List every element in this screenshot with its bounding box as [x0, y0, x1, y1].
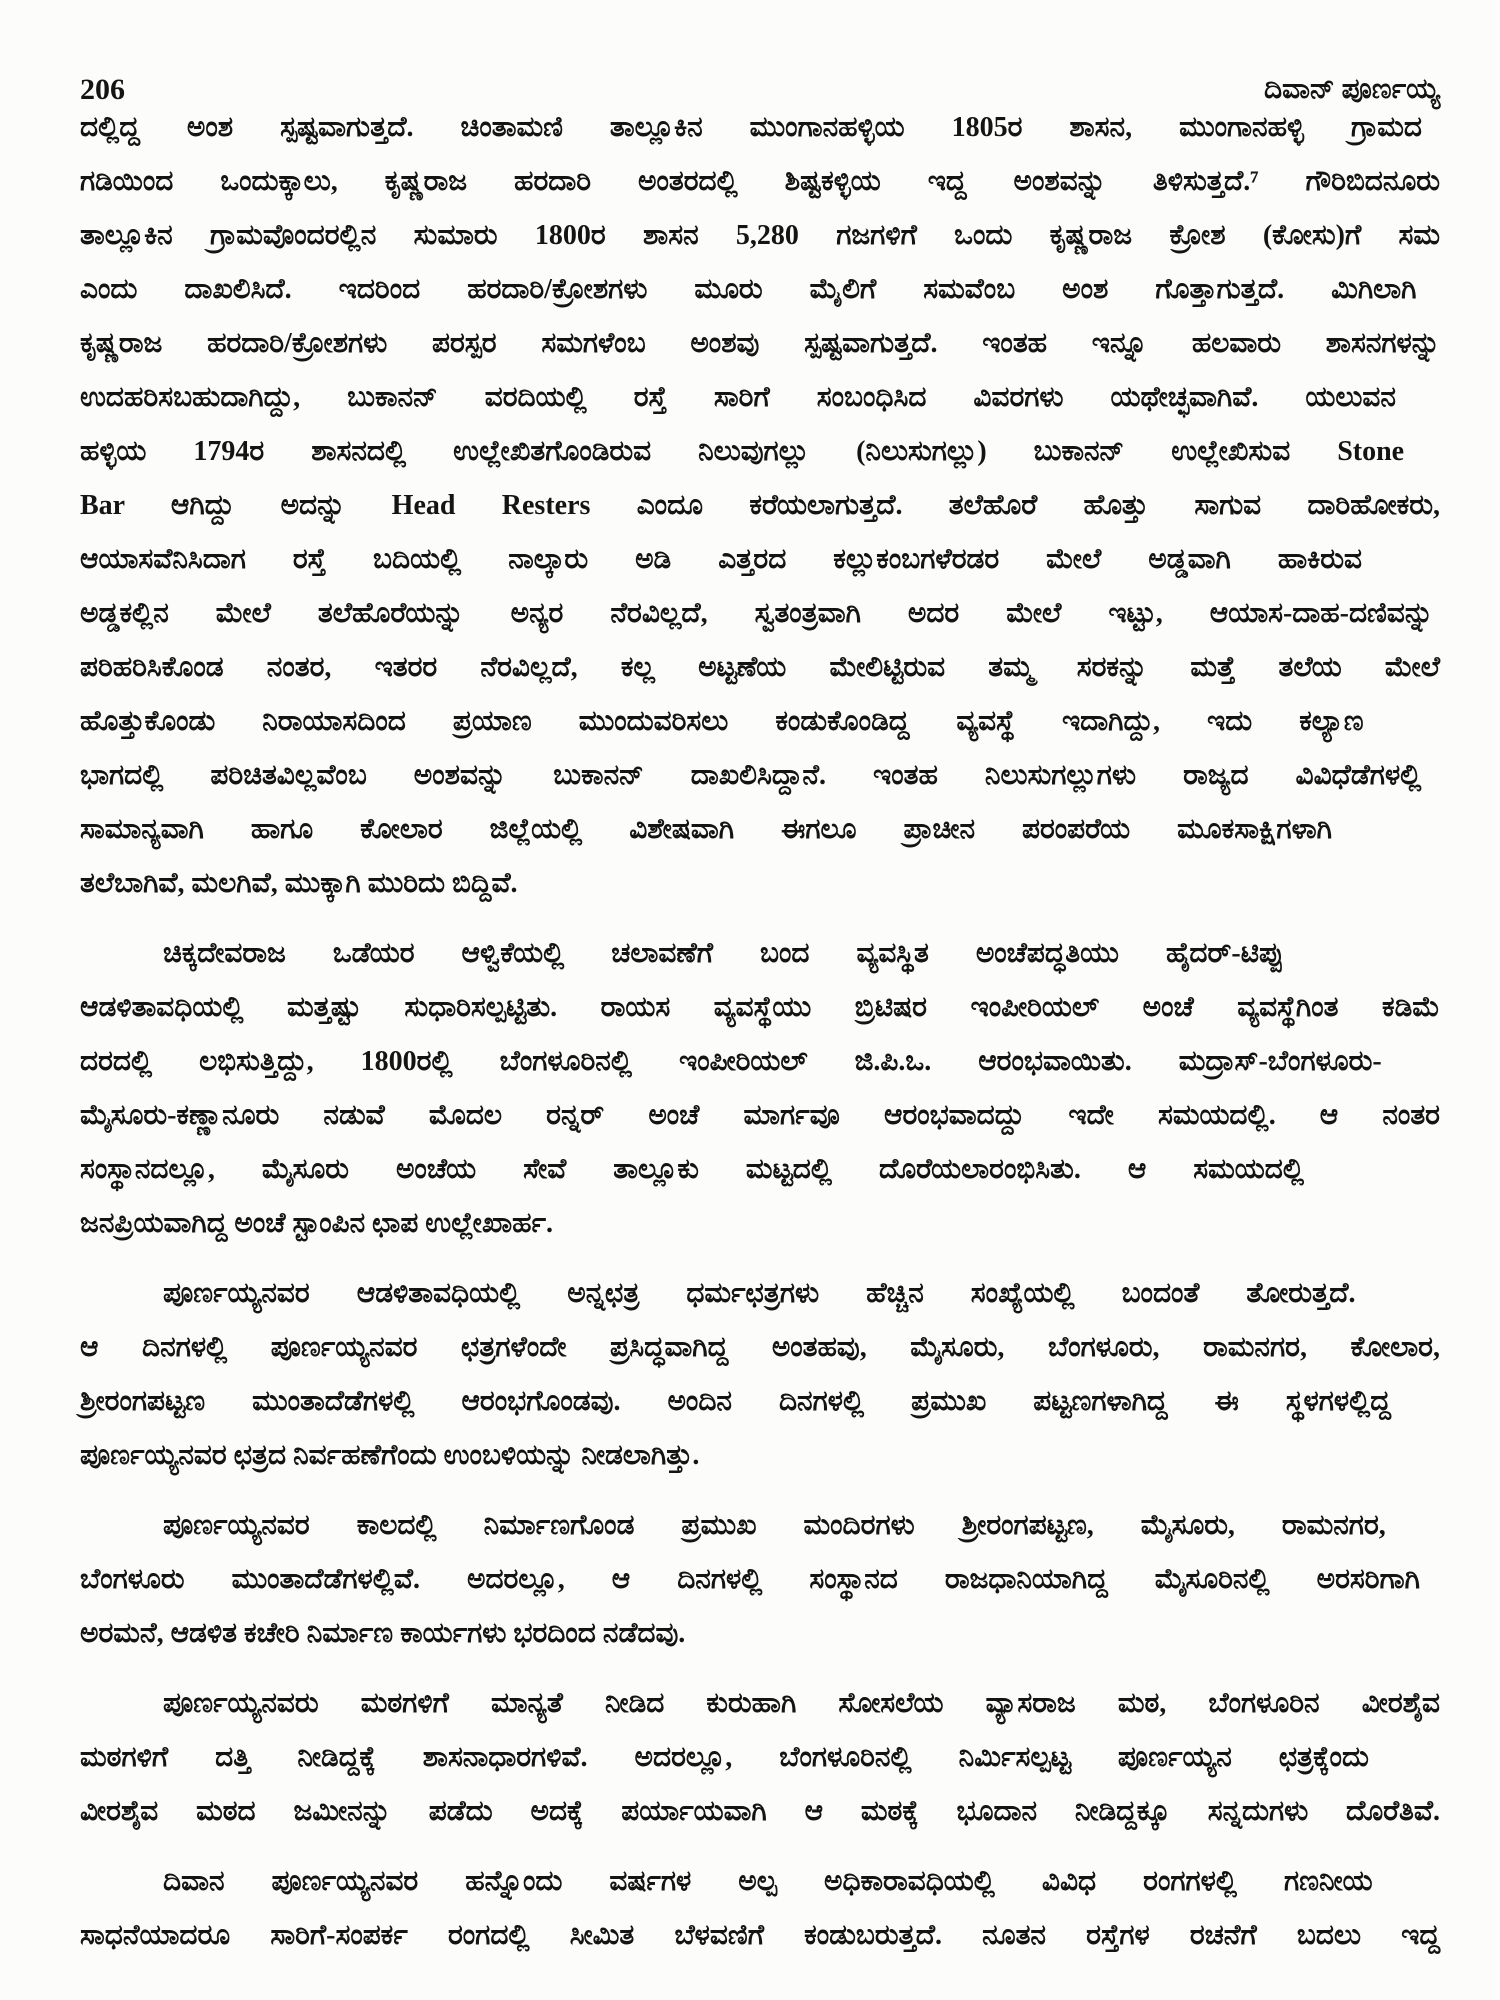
text-line: ಮೈಸೂರು-ಕಣ್ಣಾನೂರು ನಡುವೆ ಮೊದಲ ರನ್ನರ್ ಅಂಚೆ ಮಾರ್ಗವೂ ಆರಂಭವಾದದ್ದು ಇದೇ ಸಮಯದಲ್ಲಿ. ಆ ನಂತರ [80, 1100, 1440, 1131]
text-line: ಪೂರ್ಣಯ್ಯನವರ ಕಾಲದಲ್ಲಿ ನಿರ್ಮಾಣಗೊಂಡ ಪ್ರಮುಖ ಮಂದಿರಗಳು ಶ್ರೀರಂಗಪಟ್ಟಣ, ಮೈಸೂರು, ರಾಮನಗರ, [163, 1510, 1386, 1541]
text-line: ಸಂಸ್ಥಾನದಲ್ಲೂ, ಮೈಸೂರು ಅಂಚೆಯ ಸೇವೆ ತಾಲ್ಲೂಕು ಮಟ್ಟದಲ್ಲಿ ದೊರೆಯಲಾರಂಭಿಸಿತು. ಆ ಸಮಯದಲ್ಲಿ [80, 1154, 1305, 1185]
paragraph [80, 927, 1440, 1251]
text-line: ತಲೆಬಾಗಿವೆ, ಮಲಗಿವೆ, ಮುಕ್ಕಾಗಿ ಮುರಿದು ಬಿದ್ದಿವೆ. [80, 868, 518, 899]
paragraph [80, 1267, 1440, 1483]
text-line: ಅರಮನೆ, ಆಡಳಿತ ಕಚೇರಿ ನಿರ್ಮಾಣ ಕಾರ್ಯಗಳು ಭರದಿಂದ ನಡೆದವು. [80, 1618, 686, 1649]
text-line: ಆಡಳಿತಾವಧಿಯಲ್ಲಿ ಮತ್ತಷ್ಟು ಸುಧಾರಿಸಲ್ಪಟ್ಟಿತು. ರಾಯಸ ವ್ಯವಸ್ಥೆಯು ಬ್ರಿಟಿಷರ ಇಂಪೀರಿಯಲ್ ಅಂಚೆ ವ್ಯವಸ್ಥೆಗಿಂತ ಕಡಿಮೆ [80, 992, 1440, 1023]
page-number: 206 [80, 73, 125, 106]
text-line: ಪೂರ್ಣಯ್ಯನವರ ಛತ್ರದ ನಿರ್ವಹಣೆಗೆಂದು ಉಂಬಳಿಯನ್ನು ನೀಡಲಾಗಿತ್ತು. [80, 1440, 700, 1471]
text-line: ವೀರಶೈವ ಮಠದ ಜಮೀನನ್ನು ಪಡೆದು ಅದಕ್ಕೆ ಪರ್ಯಾಯವಾಗಿ ಆ ಮಠಕ್ಕೆ ಭೂದಾನ ನೀಡಿದ್ದಕ್ಕೂ ಸನ್ನದುಗಳು ದೊರೆತಿವೆ. [80, 1796, 1440, 1827]
text-line: ದರದಲ್ಲಿ ಲಭಿಸುತ್ತಿದ್ದು, 1800ರಲ್ಲಿ ಬೆಂಗಳೂರಿನಲ್ಲಿ ಇಂಪೀರಿಯಲ್ ಜಿ.ಪಿ.ಒ. ಆರಂಭವಾಯಿತು. ಮದ್ರಾಸ್-ಬೆಂಗಳೂರು- [80, 1046, 1382, 1077]
text-line: ಬೆಂಗಳೂರು ಮುಂತಾದೆಡೆಗಳಲ್ಲಿವೆ. ಅದರಲ್ಲೂ, ಆ ದಿನಗಳಲ್ಲಿ ಸಂಸ್ಥಾನದ ರಾಜಧಾನಿಯಾಗಿದ್ದ ಮೈಸೂರಿನಲ್ಲಿ ಅರಸರಿಗಾಗಿ [80, 1564, 1420, 1595]
text-line: ತಾಲ್ಲೂಕಿನ ಗ್ರಾಮವೊಂದರಲ್ಲಿನ ಸುಮಾರು 1800ರ ಶಾಸನ 5,280 ಗಜಗಳಿಗೆ ಒಂದು ಕೃಷ್ಣರಾಜ ಕ್ರೋಶ (ಕೋಸು)ಗೆ ಸಮ [80, 220, 1440, 251]
text-line: ಎಂದು ದಾಖಲಿಸಿದೆ. ಇದರಿಂದ ಹರದಾರಿ/ಕ್ರೋಶಗಳು ಮೂರು ಮೈಲಿಗೆ ಸಮವೆಂಬ ಅಂಶ ಗೊತ್ತಾಗುತ್ತದೆ. ಮಿಗಿಲಾಗಿ [80, 274, 1417, 305]
paragraph [80, 101, 1440, 911]
text-line: ಪೂರ್ಣಯ್ಯನವರ ಆಡಳಿತಾವಧಿಯಲ್ಲಿ ಅನ್ನಛತ್ರ ಧರ್ಮಛತ್ರಗಳು ಹೆಚ್ಚಿನ ಸಂಖ್ಯೆಯಲ್ಲಿ ಬಂದಂತೆ ತೋರುತ್ತದೆ. [163, 1278, 1356, 1309]
text-line: ಸಾಧನೆಯಾದರೂ ಸಾರಿಗೆ-ಸಂಪರ್ಕ ರಂಗದಲ್ಲಿ ಸೀಮಿತ ಬೆಳವಣಿಗೆ ಕಂಡುಬರುತ್ತದೆ. ನೂತನ ರಸ್ತೆಗಳ ರಚನೆಗೆ ಬದಲು ಇದ್ದ [80, 1920, 1440, 1951]
text-line: ಹಳ್ಳಿಯ 1794ರ ಶಾಸನದಲ್ಲಿ ಉಲ್ಲೇಖಿತಗೊಂಡಿರುವ ನಿಲುವುಗಲ್ಲು (ನಿಲುಸುಗಲ್ಲು) ಬುಕಾನನ್ ಉಲ್ಲೇಖಿಸುವ Stone [80, 436, 1405, 467]
text-line: ಪರಿಹರಿಸಿಕೊಂಡ ನಂತರ, ಇತರರ ನೆರವಿಲ್ಲದೆ, ಕಲ್ಲ ಅಟ್ಟಣೆಯ ಮೇಲಿಟ್ಟಿರುವ ತಮ್ಮ ಸರಕನ್ನು ಮತ್ತೆ ತಲೆಯ ಮೇಲೆ [80, 652, 1440, 683]
text-line: ಅಡ್ಡಕಲ್ಲಿನ ಮೇಲೆ ತಲೆಹೊರೆಯನ್ನು ಅನ್ಯರ ನೆರವಿಲ್ಲದೆ, ಸ್ವತಂತ್ರವಾಗಿ ಅದರ ಮೇಲೆ ಇಟ್ಟು, ಆಯಾಸ-ದಾಹ-ದಣಿವನ್ನು [80, 598, 1434, 629]
body-text [80, 101, 1440, 1963]
text-line: ಭಾಗದಲ್ಲಿ ಪರಿಚಿತವಿಲ್ಲವೆಂಬ ಅಂಶವನ್ನು ಬುಕಾನನ್ ದಾಖಲಿಸಿದ್ದಾನೆ. ಇಂತಹ ನಿಲುಸುಗಲ್ಲುಗಳು ರಾಜ್ಯದ ವಿವಿಧೆಡೆಗಳಲ್ಲಿ [80, 760, 1422, 791]
text-line: ಉದಹರಿಸಬಹುದಾಗಿದ್ದು, ಬುಕಾನನ್ ವರದಿಯಲ್ಲಿ ರಸ್ತೆ ಸಾರಿಗೆ ಸಂಬಂಧಿಸಿದ ವಿವರಗಳು ಯಥೇಚ್ಛವಾಗಿವೆ. ಯಲುವನ [80, 382, 1396, 413]
text-line: ಶ್ರೀರಂಗಪಟ್ಟಣ ಮುಂತಾದೆಡೆಗಳಲ್ಲಿ ಆರಂಭಗೊಂಡವು. ಅಂದಿನ ದಿನಗಳಲ್ಲಿ ಪ್ರಮುಖ ಪಟ್ಟಣಗಳಾಗಿದ್ದ ಈ ಸ್ಥಳಗಳಲ್ಲಿದ್ದ [80, 1386, 1391, 1417]
paragraph [80, 1677, 1440, 1839]
text-line: ದಿವಾನ ಪೂರ್ಣಯ್ಯನವರ ಹನ್ನೊಂದು ವರ್ಷಗಳ ಅಲ್ಪ ಅಧಿಕಾರಾವಧಿಯಲ್ಲಿ ವಿವಿಧ ರಂಗಗಳಲ್ಲಿ ಗಣನೀಯ [163, 1866, 1373, 1897]
paragraph [80, 1855, 1440, 1963]
running-title: ದಿವಾನ್ ಪೂರ್ಣಯ್ಯ [1264, 74, 1440, 105]
text-line: ದಲ್ಲಿದ್ದ ಅಂಶ ಸ್ಪಷ್ಟವಾಗುತ್ತದೆ. ಚಿಂತಾಮಣಿ ತಾಲ್ಲೂಕಿನ ಮುಂಗಾನಹಳ್ಳಿಯ 1805ರ ಶಾಸನ, ಮುಂಗಾನಹಳ್ಳಿ ಗ್ರಾಮದ [80, 112, 1423, 143]
text-line: ಜನಪ್ರಿಯವಾಗಿದ್ದ ಅಂಚೆ ಸ್ಟಾಂಪಿನ ಛಾಪ ಉಲ್ಲೇಖಾರ್ಹ. [80, 1208, 554, 1239]
text-line: ಚಿಕ್ಕದೇವರಾಜ ಒಡೆಯರ ಆಳ್ವಿಕೆಯಲ್ಲಿ ಚಲಾವಣೆಗೆ ಬಂದ ವ್ಯವಸ್ಥಿತ ಅಂಚೆಪದ್ಧತಿಯು ಹೈದರ್-ಟಿಪ್ಪು [163, 938, 1284, 969]
text-line: ಸಾಮಾನ್ಯವಾಗಿ ಹಾಗೂ ಕೋಲಾರ ಜಿಲ್ಲೆಯಲ್ಲಿ ವಿಶೇಷವಾಗಿ ಈಗಲೂ ಪ್ರಾಚೀನ ಪರಂಪರೆಯ ಮೂಕಸಾಕ್ಷಿಗಳಾಗಿ [80, 814, 1332, 845]
text-line: ಕೃಷ್ಣರಾಜ ಹರದಾರಿ/ಕ್ರೋಶಗಳು ಪರಸ್ಪರ ಸಮಗಳೆಂಬ ಅಂಶವು ಸ್ಪಷ್ಟವಾಗುತ್ತದೆ. ಇಂತಹ ಇನ್ನೂ ಹಲವಾರು ಶಾಸನಗಳನ್ನು [80, 328, 1440, 359]
paragraph [80, 1499, 1440, 1661]
text-line: ಹೊತ್ತುಕೊಂಡು ನಿರಾಯಾಸದಿಂದ ಪ್ರಯಾಣ ಮುಂದುವರಿಸಲು ಕಂಡುಕೊಂಡಿದ್ದ ವ್ಯವಸ್ಥೆ ಇದಾಗಿದ್ದು, ಇದು ಕಲ್ಯಾಣ [80, 706, 1364, 737]
text-line: ಆ ದಿನಗಳಲ್ಲಿ ಪೂರ್ಣಯ್ಯನವರ ಛತ್ರಗಳೆಂದೇ ಪ್ರಸಿದ್ಧವಾಗಿದ್ದ ಅಂತಹವು, ಮೈಸೂರು, ಬೆಂಗಳೂರು, ರಾಮನಗರ, ಕೋಲಾರ, [80, 1332, 1440, 1363]
text-line: ಗಡಿಯಿಂದ ಒಂದುಕ್ಕಾಲು, ಕೃಷ್ಣರಾಜ ಹರದಾರಿ ಅಂತರದಲ್ಲಿ ಶಿಷ್ಟಕಳ್ಳಿಯ ಇದ್ದ ಅಂಶವನ್ನು ತಿಳಿಸುತ್ತದೆ.⁷ ಗೌರಿಬಿದನೂರು [80, 166, 1440, 197]
text-line: Bar ಆಗಿದ್ದು ಅದನ್ನು Head Resters ಎಂದೂ ಕರೆಯಲಾಗುತ್ತದೆ. ತಲೆಹೊರೆ ಹೊತ್ತು ಸಾಗುವ ದಾರಿಹೋಕರು, [80, 490, 1440, 521]
text-line: ಮಠಗಳಿಗೆ ದತ್ತಿ ನೀಡಿದ್ದಕ್ಕೆ ಶಾಸನಾಧಾರಗಳಿವೆ. ಅದರಲ್ಲೂ, ಬೆಂಗಳೂರಿನಲ್ಲಿ ನಿರ್ಮಿಸಲ್ಪಟ್ಟ ಪೂರ್ಣಯ್ಯನ ಛತ್ರಕ್ಕೆಂದು [80, 1742, 1369, 1773]
text-line: ಆಯಾಸವೆನಿಸಿದಾಗ ರಸ್ತೆ ಬದಿಯಲ್ಲಿ ನಾಲ್ಕಾರು ಅಡಿ ಎತ್ತರದ ಕಲ್ಲುಕಂಬಗಳೆರಡರ ಮೇಲೆ ಅಡ್ಡವಾಗಿ ಹಾಕಿರುವ [80, 544, 1362, 575]
text-line: ಪೂರ್ಣಯ್ಯನವರು ಮಠಗಳಿಗೆ ಮಾನ್ಯತೆ ನೀಡಿದ ಕುರುಹಾಗಿ ಸೋಸಲೆಯ ವ್ಯಾಸರಾಜ ಮಠ, ಬೆಂಗಳೂರಿನ ವೀರಶೈವ [163, 1688, 1440, 1719]
